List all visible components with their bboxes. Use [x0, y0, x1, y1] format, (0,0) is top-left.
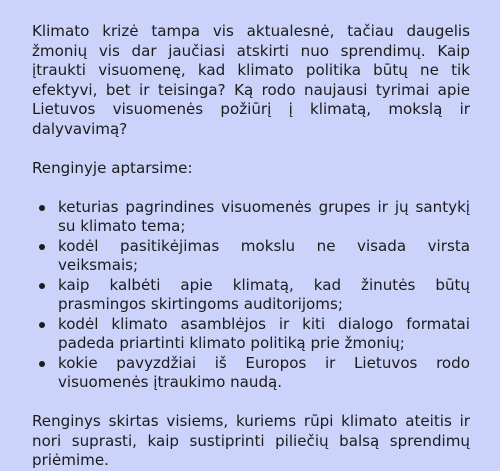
event-description [32, 22, 470, 471]
list-item [32, 315, 470, 354]
paragraph-spacer [32, 178, 470, 198]
list-item-text: kodėl klimato asamblėjos ir kiti dialogo formatai padeda priartinti klimato politiką prie žmonių; [58, 314, 470, 352]
bullet-icon [39, 361, 45, 367]
list-item [32, 237, 470, 276]
topic-list [32, 198, 470, 393]
list-item [32, 354, 470, 393]
list-intro: Renginyje aptarsime: [32, 158, 193, 177]
bullet-icon [39, 322, 45, 328]
list-item-text: kodėl pasitikėjimas mokslu ne visada virsta veiksmais; [58, 236, 470, 274]
list-item [32, 198, 470, 237]
list-item [32, 276, 470, 315]
paragraph-spacer [32, 393, 470, 413]
paragraph-spacer [32, 139, 470, 159]
intro-paragraph: Klimato krizė tampa vis aktualesnė, tačiau daugelis žmonių vis dar jaučiasi atskirti nuo sprendimų. Kaip įtraukti visuomenę, kad klimato politika būtų ne tik efektyvi, bet ir teisinga? Ką rodo naujausi tyrimai apie Lietuvos visuomenės požiūrį į klimatą, mokslą ir dalyvavimą? [32, 22, 470, 138]
list-item-text: kokie pavyzdžiai iš Europos ir Lietuvos rodo visuomenės įtraukimo naudą. [58, 353, 470, 391]
list-item-text: kaip kalbėti apie klimatą, kad žinutės būtų prasmingos skirtingoms auditorijoms; [58, 275, 470, 313]
bullet-icon [39, 244, 45, 250]
bullet-icon [39, 283, 45, 289]
bullet-icon [39, 205, 45, 211]
closing-paragraph: Renginys skirtas visiems, kuriems rūpi klimato ateitis ir nori suprasti, kaip sustiprinti piliečių balsą sprendimų priėmime. [32, 412, 470, 469]
list-item-text: keturias pagrindines visuomenės grupes ir jų santykį su klimato tema; [58, 197, 470, 235]
